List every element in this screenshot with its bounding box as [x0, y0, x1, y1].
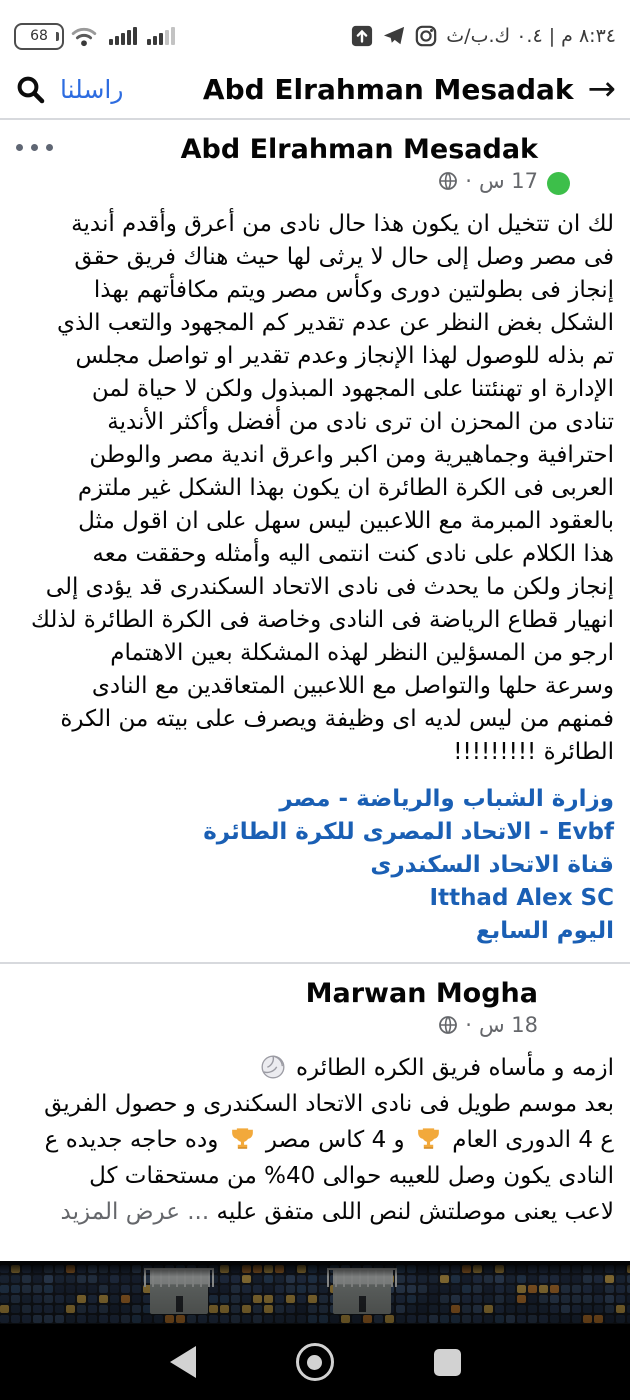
- post-text-line: العربى فى الكرة الطائرة ان يكون بهذا الشكل غير ملتزم: [77, 475, 614, 501]
- post-text-line: و 4 كاس مصر: [258, 1127, 412, 1153]
- wifi-icon: [69, 24, 99, 48]
- post-2-header: [16, 974, 614, 1038]
- back-arrow-button[interactable]: →: [587, 69, 616, 109]
- post-text-line: إنجاز فى بطولتين دورى وكأس مصر ويتم مكافأتهم بهذا: [93, 277, 614, 303]
- post-text-line: تم بذله للوصول لهذا الإنجاز وعدم تقدير او تواصل مجلس: [75, 343, 614, 369]
- instagram-icon: [415, 25, 437, 47]
- meta-separator: ·: [465, 169, 472, 193]
- post-1-tagged-pages: [16, 783, 614, 948]
- post-text-line: لك ان تتخيل ان يكون هذا حال نادى من أعرق وأقدم أندية: [71, 211, 614, 237]
- status-bar: [0, 0, 630, 60]
- post-text-line: فى مصر وصل إلى حال لا يرثى لها حيث هناك فريق حقق: [74, 244, 614, 270]
- post-1-time: 17 س: [478, 169, 538, 193]
- post-text-line: وسرعة حلها والتواصل مع اللاعبين المتعاقدين مع النادى: [91, 673, 614, 699]
- post-options-button[interactable]: [16, 130, 53, 151]
- post-1-body: [16, 208, 614, 769]
- battery-percent: 68: [30, 28, 48, 44]
- app-header: [0, 60, 630, 118]
- post-tag-link[interactable]: قناة الاتحاد السكندرى: [370, 852, 614, 878]
- post-text-line: ع 4 الدورى العام: [444, 1127, 614, 1153]
- nav-recents-button[interactable]: [434, 1349, 461, 1376]
- post-text-line: الإدارة او تهنئتنا على المجهود المبذول ولكن لا حياة لمن: [91, 376, 614, 402]
- globe-privacy-icon: [438, 1015, 458, 1035]
- nav-back-button[interactable]: [170, 1346, 196, 1378]
- trophy-icon: [229, 1125, 256, 1152]
- trophy-icon: [415, 1125, 442, 1152]
- post-text-line: الطائرة !!!!!!!!!: [453, 739, 614, 765]
- post-text-line: ازمه و مأساه فريق الكره الطائره: [288, 1055, 614, 1081]
- status-right-cluster: [351, 25, 616, 47]
- post-tag-link[interactable]: Itthad Alex SC: [429, 885, 614, 911]
- post-tag-link[interactable]: اليوم السابع: [475, 918, 614, 944]
- signal-sim2-icon: [147, 27, 175, 45]
- post-2-meta: [306, 1013, 538, 1037]
- upload-arrow-icon: [351, 25, 373, 47]
- post-1-avatar[interactable]: [550, 130, 614, 194]
- meta-separator: ·: [465, 1013, 472, 1037]
- contact-us-link[interactable]: راسلنا: [60, 74, 124, 104]
- post-text-line: بالعقود المبرمة مع اللاعبين ليس سهل على ان اقول مثل: [78, 508, 614, 534]
- post-text-line: تنادى من المحزن ان ترى نادى من أفضل وأكثر الأندية: [107, 409, 614, 435]
- online-status-dot: [547, 172, 570, 195]
- post-text-line: فمنهم من ليس لديه اى وظيفة ويصرف على بيته من الكرة: [60, 706, 614, 732]
- see-more-link[interactable]: ... عرض المزيد: [60, 1199, 210, 1225]
- post-text-line: ارجو من المسؤلين النظر لهذه المشكلة بعين الاهتمام: [110, 640, 614, 666]
- post-2-time: 18 س: [478, 1013, 538, 1037]
- post-2: [0, 964, 630, 1244]
- post-text-line: لاعب يعنى موصلتش لنص اللى متفق عليه: [209, 1199, 614, 1225]
- status-time-speed: ٨:٣٤ م | ٠.٤ ك.ب/ث: [446, 25, 616, 47]
- battery-indicator: [14, 23, 59, 50]
- photo-shade: [0, 1261, 630, 1324]
- signal-sim1-icon: [109, 27, 137, 45]
- nav-home-button[interactable]: [296, 1343, 334, 1381]
- post-text-line: النادى يكون وصل للعيبه حوالى 40% من مستحقات كل: [89, 1163, 614, 1189]
- volleyball-icon: [260, 1054, 286, 1080]
- post-text-line: انهيار قطاع الرياضة فى النادى وخاصة فى الكرة الطائرة لذلك: [30, 607, 614, 633]
- post-text-line: وده حاجه جديده ع: [44, 1127, 226, 1153]
- post-text-line: بعد موسم طويل فى نادى الاتحاد السكندرى و حصول الفريق: [44, 1091, 614, 1117]
- post-1: [0, 120, 630, 962]
- post-tag-link[interactable]: Evbf - الاتحاد المصرى للكرة الطائرة: [203, 819, 614, 845]
- post-2-author[interactable]: Marwan Mogha: [305, 978, 538, 1009]
- post-2-avatar[interactable]: [550, 974, 614, 1038]
- search-icon[interactable]: [14, 73, 46, 105]
- battery-nub: [56, 32, 59, 41]
- post-2-body: [16, 1050, 614, 1230]
- telegram-icon: [382, 25, 406, 47]
- post-1-author[interactable]: Abd Elrahman Mesadak: [180, 134, 538, 165]
- globe-privacy-icon: [438, 171, 458, 191]
- post-text-line: إنجاز ولكن ما يحدث فى نادى الاتحاد السكندرى قد يؤدى إلى: [45, 574, 614, 600]
- post-text-line: الشكل بغض النظر عن عدم تقدير كم المجهود والتعب الذي: [57, 310, 614, 336]
- post-1-meta: [181, 169, 538, 193]
- status-left-cluster: [14, 23, 175, 50]
- post-1-header: [16, 130, 614, 194]
- android-nav-bar: [0, 1324, 630, 1400]
- stadium-photo[interactable]: [0, 1261, 630, 1324]
- post-text-line: هذا الكلام على نادى كنت انتمى اليه وأمثله وحققت معه: [92, 541, 614, 567]
- post-tag-link[interactable]: وزارة الشباب والرياضة - مصر: [279, 786, 614, 812]
- post-text-line: احترافية وجماهيرية ومن اكبر واعرق اندية مصر والوطن: [89, 442, 614, 468]
- page-title: Abd Elrahman Mesadak: [202, 72, 574, 106]
